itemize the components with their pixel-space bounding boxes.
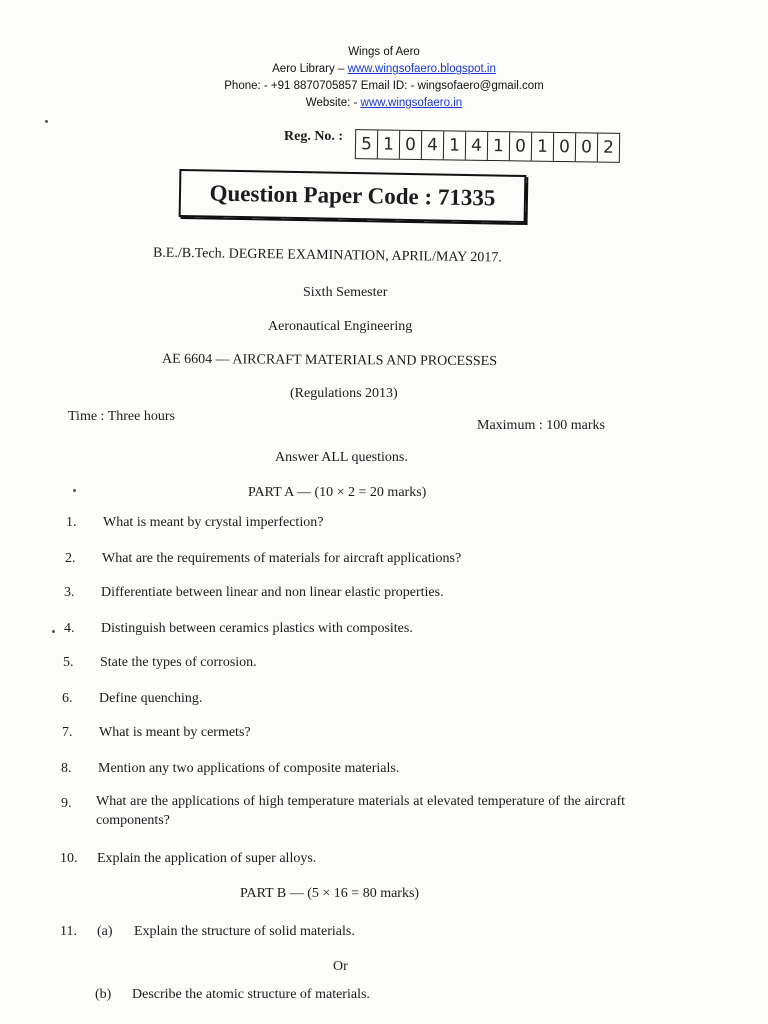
- instruction: Answer ALL questions.: [275, 450, 408, 465]
- reg-digit: 5: [356, 130, 378, 158]
- question-number: 10.: [60, 851, 78, 866]
- question-number: 8.: [61, 761, 72, 776]
- part-a-title: PART A — (10 × 2 = 20 marks): [248, 485, 427, 500]
- question-text: Define quenching.: [99, 691, 203, 706]
- reg-digit: 0: [554, 133, 576, 161]
- library-line: [0, 63, 768, 75]
- reg-digit: 4: [422, 131, 444, 159]
- regulations: (Regulations 2013): [290, 386, 398, 401]
- question-number: 3.: [64, 585, 75, 600]
- question-item: [64, 585, 444, 601]
- scan-speck: [45, 120, 48, 123]
- question-number: 11.: [60, 924, 77, 939]
- time: Time : Three hours: [68, 409, 175, 424]
- reg-digit: 2: [602, 137, 615, 158]
- question-text: Explain the application of super alloys.: [97, 851, 317, 866]
- reg-digit: 1: [378, 130, 400, 158]
- question-item: [61, 761, 399, 777]
- question-item: [60, 851, 316, 867]
- reg-no-boxes: [355, 129, 620, 163]
- question-item: [95, 987, 370, 1003]
- reg-digit: 1: [488, 132, 510, 160]
- reg-digit: 0: [400, 131, 422, 159]
- scan-speck: [73, 489, 76, 492]
- question-number: 2.: [65, 551, 76, 566]
- question-number: 1.: [66, 515, 77, 530]
- reg-digit: 1: [532, 133, 554, 161]
- part-b-title: PART B — (5 × 16 = 80 marks): [240, 886, 420, 901]
- exam-title: B.E./B.Tech. DEGREE EXAMINATION, APRIL/MAY 2017.: [152, 245, 502, 266]
- question-text: Explain the structure of solid materials.: [134, 924, 355, 939]
- question-text: Mention any two applications of composite materials.: [98, 761, 400, 776]
- question-number: 9.: [61, 796, 72, 811]
- paper-code-box: [179, 169, 527, 223]
- question-item: [62, 691, 202, 707]
- reg-digit: 1: [444, 131, 466, 159]
- question-text: Distinguish between ceramics plastics with composites.: [101, 621, 413, 636]
- sub-question-label: (b): [95, 987, 112, 1002]
- question-text: Differentiate between linear and non linear elastic properties.: [101, 585, 444, 600]
- reg-digit: 0: [576, 133, 598, 161]
- question-item: [66, 515, 323, 531]
- scan-speck: [52, 630, 55, 633]
- reg-digit: 4: [466, 132, 488, 160]
- question-item: [61, 792, 625, 830]
- question-item: [60, 924, 355, 940]
- question-item: [64, 621, 413, 637]
- reg-digit: 0: [510, 132, 532, 160]
- question-text: What is meant by crystal imperfection?: [103, 515, 324, 530]
- question-number: 5.: [63, 655, 74, 670]
- sub-question-label: (a): [97, 924, 113, 939]
- question-number: 7.: [62, 725, 73, 740]
- question-text: What are the requirements of materials for aircraft applications?: [102, 551, 462, 566]
- library-link[interactable]: www.wingsofaero.blogspot.in: [347, 63, 496, 75]
- reg-no-label: Reg. No. :: [284, 129, 344, 144]
- website-link[interactable]: www.wingsofaero.in: [360, 97, 463, 109]
- question-item: [65, 551, 461, 567]
- subject-title: AE 6604 — AIRCRAFT MATERIALS AND PROCESSES: [161, 351, 498, 370]
- contact-line: Phone: - +91 8870705857 Email ID: - wingsofaero@gmail.com: [224, 80, 544, 92]
- library-prefix: Aero Library –: [272, 63, 348, 75]
- question-number: 4.: [64, 621, 75, 636]
- or-separator: Or: [333, 959, 348, 974]
- max-marks: Maximum : 100 marks: [477, 418, 605, 433]
- question-number: 6.: [62, 691, 73, 706]
- semester: Sixth Semester: [303, 285, 388, 300]
- question-text: State the types of corrosion.: [100, 655, 257, 670]
- question-text: What are the applications of high temperature materials at elevated temperature of the aircraft components?: [96, 794, 625, 828]
- question-text: Describe the atomic structure of materials.: [132, 987, 370, 1002]
- website-prefix: Website: -: [305, 97, 361, 109]
- website-line: [0, 97, 768, 109]
- site-name: Wings of Aero: [348, 46, 420, 58]
- question-item: [63, 655, 257, 671]
- question-text: What is meant by cermets?: [99, 725, 251, 740]
- question-item: [62, 725, 251, 741]
- paper-code: Question Paper Code : 71335: [209, 180, 496, 211]
- department: Aeronautical Engineering: [268, 319, 413, 334]
